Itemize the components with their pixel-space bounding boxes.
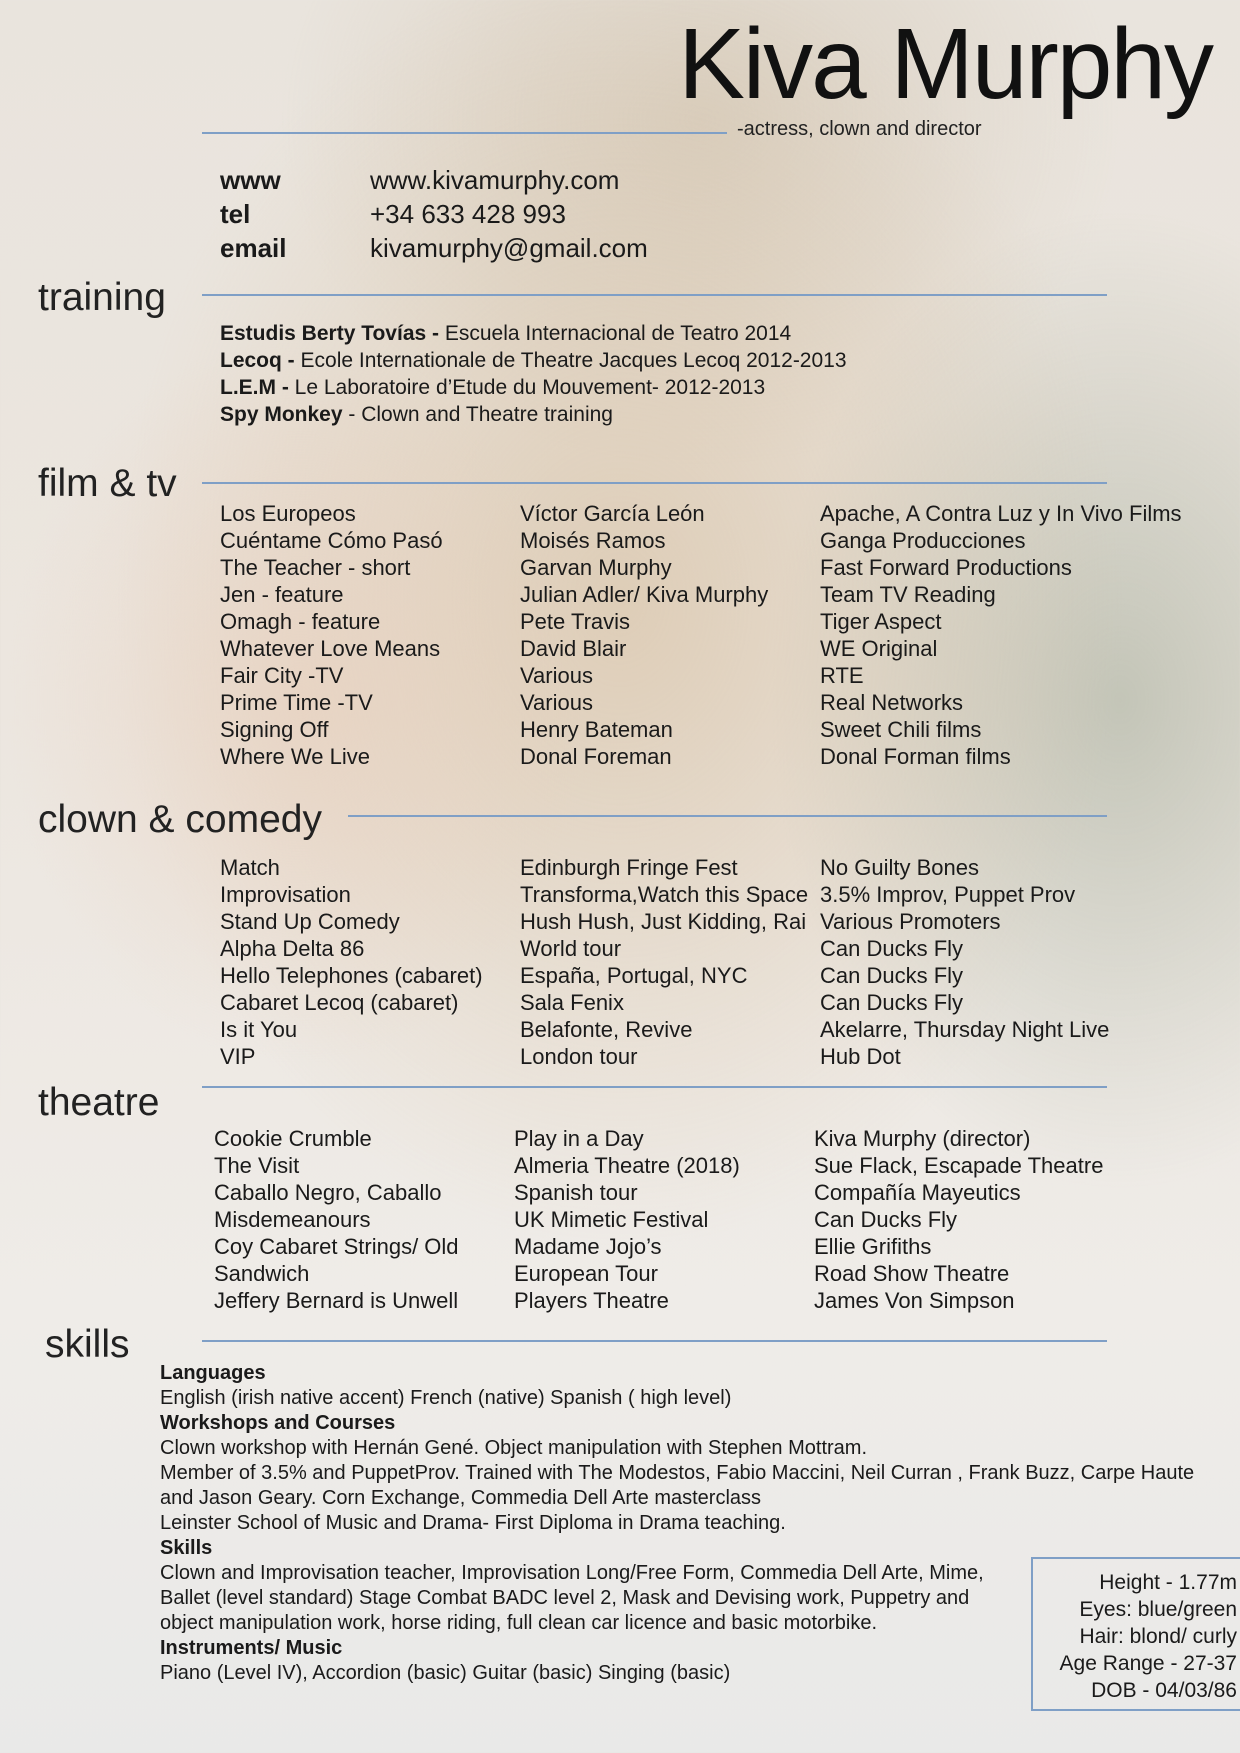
personal-stats-box — [1031, 1557, 1240, 1711]
languages-text: English (irish native accent) French (native) Spanish ( high level) — [160, 1387, 732, 1409]
theatre-companies: Kiva Murphy (director) Sue Flack, Escapade Theatre Compañía Mayeutics Can Ducks Fly Ellie Grifiths Road Show Theatre James Von Simpson — [814, 1126, 1104, 1313]
theatre-venues: Play in a Day Almeria Theatre (2018) Spanish tour UK Mimetic Festival Madame Jojo’s European Tour Players Theatre — [514, 1126, 740, 1313]
contact-row-email — [220, 231, 648, 265]
training-item: Lecoq - Ecole Internationale de Theatre Jacques Lecoq 2012-2013 — [220, 349, 847, 372]
music-text: Piano (Level IV), Accordion (basic) Guitar (basic) Singing (basic) — [160, 1662, 731, 1684]
workshops-heading: Workshops and Courses — [160, 1412, 396, 1434]
theatre-rule — [202, 1086, 1107, 1088]
email-link[interactable]: kivamurphy@gmail.com — [370, 233, 648, 263]
contact-row-tel — [220, 197, 648, 231]
section-title-training: training — [38, 276, 166, 319]
workshops-text: Leinster School of Music and Drama- First Diploma in Drama teaching. — [160, 1512, 786, 1534]
workshops-text: Clown workshop with Hernán Gené. Object manipulation with Stephen Mottram. — [160, 1437, 868, 1459]
training-list — [220, 320, 860, 428]
skills-heading: Skills — [160, 1537, 213, 1559]
contact-block — [220, 163, 648, 265]
training-rule — [202, 294, 1107, 296]
section-title-skills: skills — [45, 1323, 130, 1366]
tagline: -actress, clown and director — [737, 118, 982, 140]
dob-stat: DOB - 04/03/86 — [1091, 1679, 1237, 1702]
training-item: Spy Monkey - Clown and Theatre training — [220, 403, 613, 426]
workshops-text: Member of 3.5% and PuppetProv. Trained with The Modestos, Fabio Maccini, Neil Curran , Frank Buzz, Carpe Haute and Jason Geary. Corn Exchange, Commedia Dell Arte masterclass — [160, 1462, 1195, 1509]
clown-comedy-rule — [348, 815, 1107, 817]
theatre-titles: Cookie Crumble The Visit Caballo Negro, Caballo Misdemeanours Coy Cabaret Strings/ Old Sandwich Jeffery Bernard is Unwell — [214, 1126, 459, 1313]
section-title-theatre: theatre — [38, 1081, 160, 1124]
film-tv-titles: Los Europeos Cuéntame Cómo Pasó The Teacher - short Jen - feature Omagh - feature Whatever Love Means Fair City -TV Prime Time -TV Signing Off Where We Live — [220, 501, 443, 769]
eyes-stat: Eyes: blue/green — [1079, 1598, 1237, 1621]
theatre-table — [214, 1125, 1214, 1314]
clown-comedy-table — [220, 854, 1220, 1070]
skills-rule — [202, 1340, 1107, 1342]
phone-link[interactable]: +34 633 428 993 — [370, 199, 566, 229]
clown-comedy-titles: Match Improvisation Stand Up Comedy Alpha Delta 86 Hello Telephones (cabaret) Cabaret Lecoq (cabaret) Is it You VIP — [220, 855, 483, 1069]
clown-comedy-companies: No Guilty Bones 3.5% Improv, Puppet Prov Various Promoters Can Ducks Fly Can Ducks Fly Can Ducks Fly Akelarre, Thursday Night Live Hub Dot — [820, 855, 1110, 1069]
clown-comedy-venues: Edinburgh Fringe Fest Transforma,Watch this Space Hush Hush, Just Kidding, Rai World tour España, Portugal, NYC Sala Fenix Belafonte, Revive London tour — [520, 855, 809, 1069]
contact-label: www — [220, 165, 281, 195]
film-tv-companies: Apache, A Contra Luz y In Vivo Films Ganga Producciones Fast Forward Productions Team TV Reading Tiger Aspect WE Original RTE Real Networks Sweet Chili films Donal Forman films — [820, 501, 1182, 769]
training-item: Estudis Berty Tovías - Escuela Internacional de Teatro 2014 — [220, 322, 792, 345]
music-heading: Instruments/ Music — [160, 1637, 343, 1659]
skills-text: Ballet (level standard) Stage Combat BADC level 2, Mask and Devising work, Puppetry and object manipulation work, horse riding, full clean car licence and basic motorbike. — [160, 1587, 970, 1634]
film-tv-directors: Víctor García León Moisés Ramos Garvan Murphy Julian Adler/ Kiva Murphy Pete Travis David Blair Various Various Henry Bateman Donal Foreman — [520, 501, 769, 769]
section-title-clown-comedy: clown & comedy — [38, 798, 322, 841]
website-link[interactable]: www.kivamurphy.com — [370, 165, 620, 195]
contact-label: email — [220, 233, 287, 263]
height-stat: Height - 1.77m — [1099, 1571, 1237, 1594]
section-title-film-tv: film & tv — [38, 462, 177, 505]
contact-row-www — [220, 163, 648, 197]
training-item: L.E.M - Le Laboratoire d’Etude du Mouvement- 2012-2013 — [220, 376, 766, 399]
header-rule — [202, 132, 727, 134]
name-heading: Kiva Murphy — [678, 8, 1212, 120]
contact-label: tel — [220, 199, 251, 229]
hair-stat: Hair: blond/ curly — [1079, 1625, 1237, 1648]
languages-heading: Languages — [160, 1362, 266, 1384]
age-range-stat: Age Range - 27-37 — [1059, 1652, 1237, 1675]
film-tv-table — [220, 500, 1220, 770]
film-tv-rule — [202, 482, 1107, 484]
skills-text: Clown and Improvisation teacher, Improvisation Long/Free Form, Commedia Dell Arte, Mime, — [160, 1562, 984, 1584]
